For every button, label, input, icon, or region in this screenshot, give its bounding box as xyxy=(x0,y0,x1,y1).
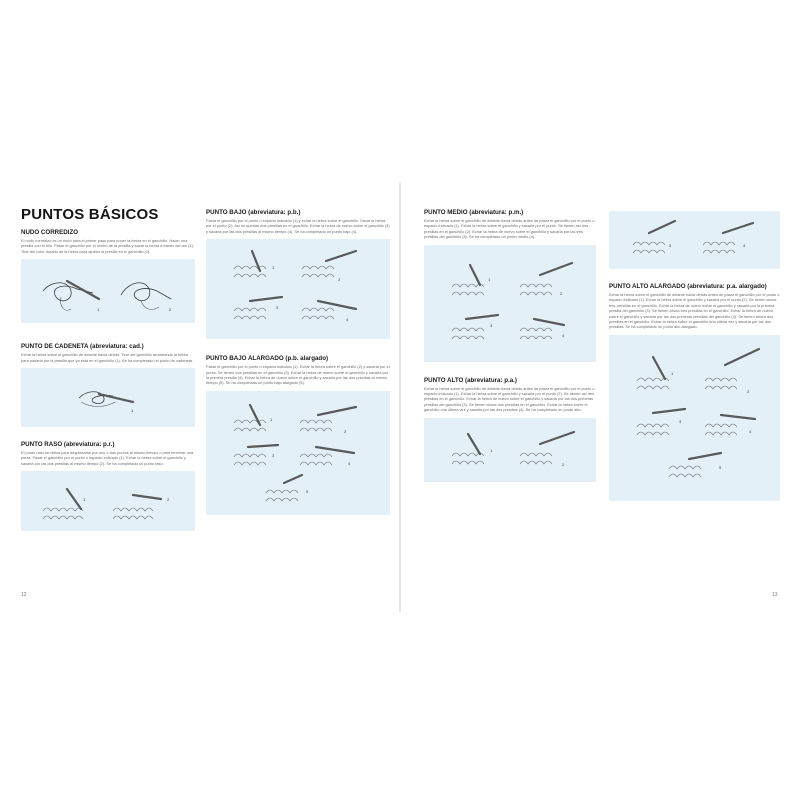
section-text: Echar la hebra sobre el ganchillo de delante hacia detrás antes de pasar el ganchillo por el punto o espacio indicado (1). Echar la hebra sobre el ganchillo y sacarla por el punto (2). Se tienen así tres presillas en el ganchillo. Echar la hebra de nuevo sobre el ganchillo y sacarla por las dos primeras presillas del ganchillo (3). Se tienen ahora dos presillas en el ganchillo. Echar la hebra sobre el ganchillo una última vez y sacarla por las dos presillas (4). Se ha completado un punto alto. xyxy=(424,385,595,413)
svg-text:1: 1 xyxy=(272,265,275,271)
right-column-2 xyxy=(609,211,780,501)
right-column-1 xyxy=(424,209,596,482)
illustration-panel-punto-bajo-alargado xyxy=(206,391,390,515)
svg-text:3: 3 xyxy=(669,243,672,248)
section-title: PUNTO ALTO (abreviatura: p.a.) xyxy=(424,376,517,384)
section-title: PUNTO RASO (abreviatura: p.r.) xyxy=(21,441,115,449)
section-title: PUNTO BAJO (abreviatura: p.b.) xyxy=(206,209,301,216)
svg-text:5: 5 xyxy=(719,464,722,470)
svg-text:1: 1 xyxy=(270,416,273,422)
page-number-right: 13 xyxy=(772,592,778,598)
section-punto-alto-alargado xyxy=(609,283,780,501)
section-title: PUNTO DE CADENETA (abreviatura: cad.) xyxy=(21,343,144,351)
illustration-panel-punto-alto xyxy=(424,418,596,482)
illustration-panel-punto-alto-alargado xyxy=(609,335,780,501)
section-text: Echar la hebra sobre el ganchillo de delante hacia detrás antes de pasar el ganchillo por el punto o espacio indicado (1). Echar la hebra sobre el ganchillo y sacarla por el punto (2). Se tienen ahora tres presillas en el ganchillo. Echar la hebra de nuevo sobre el ganchillo y sacarla por la primera presilla del ganchillo (3). Se tienen ahora tres presillas en el ganchillo. Echar la hebra de nuevo sobre el ganchillo y sacarla por las dos primeras presillas del ganchillo (4). Se tienen ahora dos presillas en el ganchillo. Echar la hebra sobre el ganchillo una última vez y sacarla por las dos presillas. Se ha completado un punto alto alargado. xyxy=(609,292,780,330)
illustration-panel-punto-medio xyxy=(424,245,596,362)
illustration-panel-punto-raso xyxy=(21,471,195,531)
svg-text:1: 1 xyxy=(83,497,86,503)
svg-text:1: 1 xyxy=(488,276,491,282)
section-title: PUNTO BAJO ALARGADO (p.b. alargado) xyxy=(206,355,329,363)
svg-text:4: 4 xyxy=(562,332,565,338)
svg-text:2: 2 xyxy=(167,497,170,503)
svg-text:3: 3 xyxy=(272,452,275,458)
stitch-row-1 xyxy=(43,489,86,519)
page-title: PUNTOS BÁSICOS xyxy=(21,206,159,223)
svg-text:3: 3 xyxy=(679,418,682,424)
illustration-panel-nudo-corredizo xyxy=(21,259,195,323)
extended-single-crochet-illustration xyxy=(206,391,390,515)
slip-knot-illustration xyxy=(21,259,195,323)
svg-text:2: 2 xyxy=(344,428,347,434)
chain-stitch-illustration xyxy=(21,368,195,427)
book-gutter xyxy=(399,182,401,612)
svg-text:4: 4 xyxy=(346,317,349,323)
svg-text:1: 1 xyxy=(490,447,493,453)
illustration-panel-punto-cadeneta xyxy=(21,368,195,427)
section-punto-raso xyxy=(21,441,195,531)
section-title: PUNTO ALTO ALARGADO (abreviatura: p.a. alargado) xyxy=(609,283,767,290)
half-double-crochet-illustration xyxy=(424,245,596,362)
svg-text:1: 1 xyxy=(97,307,100,313)
single-crochet-illustration xyxy=(206,239,390,339)
section-punto-cadeneta xyxy=(21,343,195,427)
section-text: Pasar el ganchillo por el punto o espacio indicado (1). Echar la hebra sobre el ganchillo (2) y sacarla por el punto. Se tienen dos presillas en el ganchillo (3). Echar la hebra de nuevo sobre el ganchillo y sacarla por la primera presilla (4). Echar la hebra de nuevo sobre el ganchillo y sacarla por las dos presillas al mismo tiempo (5). Se ha completado un punto bajo alargado (5). xyxy=(206,364,390,386)
section-title: PUNTO MEDIO (abreviatura: p.m.) xyxy=(424,209,524,216)
svg-text:1: 1 xyxy=(671,370,674,376)
svg-text:4: 4 xyxy=(743,243,746,248)
double-crochet-illustration xyxy=(424,418,596,482)
illustration-panel-punto-bajo xyxy=(206,239,390,339)
svg-text:2: 2 xyxy=(562,461,565,467)
double-crochet-steps-illustration xyxy=(609,211,780,269)
section-text: El punto raso se utiliza para desplazarse por uno o dos puntos al mismo tiempo o para terminar una pieza. Pasar el ganchillo por el punto o espacio indicado (1). Echar la hebra sobre el ganchillo y sacarla por las dos presillas al mismo tiempo (2). Se ha completado un punto raso. xyxy=(21,450,194,466)
section-text: Pasar el ganchillo por el punto o espacio indicado (1) y echar la hebra sobre el ganchillo. Sacar la hebra por el punto (2). Así se quedan dos presillas en el ganchillo. Echar la hebra de nuevo sobre el ganchillo (3) y sacarla por las dos presillas al mismo tiempo (4). Se ha completado un punto bajo (4). xyxy=(206,218,390,234)
illustration-panel-punto-alto-cont xyxy=(609,211,780,269)
section-title: NUDO CORREDIZO xyxy=(21,229,79,236)
section-text: Echar la hebra sobre el ganchillo de delante hacia detrás. Tirar del ganchillo arrastrando la hebra para pasarla por la presilla que ya está en el ganchillo (1). Se ha completado un punto de cadeneta. xyxy=(21,352,194,363)
svg-text:2: 2 xyxy=(169,307,172,313)
svg-text:2: 2 xyxy=(747,388,750,394)
extended-double-crochet-illustration xyxy=(609,335,780,501)
slip-stitch-illustration xyxy=(21,471,195,531)
svg-text:2: 2 xyxy=(560,290,563,296)
svg-text:4: 4 xyxy=(348,460,351,466)
stitch-row-2 xyxy=(113,495,170,519)
section-punto-bajo xyxy=(206,209,390,339)
svg-text:2: 2 xyxy=(338,277,341,283)
section-punto-medio xyxy=(424,209,596,362)
left-column xyxy=(21,206,195,531)
section-punto-bajo-alargado xyxy=(206,355,390,515)
svg-text:1: 1 xyxy=(131,408,134,414)
section-text: El nudo corredizo es un nudo para el primer paso para poner la hebra en el ganchillo. Hacer una presilla con el hilo. Pasar el ganchillo por el centro de la presilla y sacar la hebra a través del aro (1). Tirar del color dorado de la hebra para ajustar la presilla en el ganchillo (2). xyxy=(21,238,195,254)
svg-text:3: 3 xyxy=(490,322,493,328)
svg-text:4: 4 xyxy=(749,428,752,434)
svg-text:5: 5 xyxy=(306,488,309,494)
svg-text:3: 3 xyxy=(276,305,279,311)
section-nudo-corredizo xyxy=(21,229,195,323)
page-number-left: 12 xyxy=(21,592,27,598)
middle-column xyxy=(206,209,390,515)
section-text: Echar la hebra sobre el ganchillo de delante hacia detrás antes de pasar el ganchillo por el punto o espacio indicado (1). Echar la hebra sobre el ganchillo y sacarla por el punto. Se tienen así tres presillas en el ganchillo (2). Echar la hebra de nuevo sobre el ganchillo y sacarla por las tres presillas del ganchillo (3). Se ha completado un punto medio (4). xyxy=(424,218,595,240)
section-punto-alto xyxy=(424,377,596,482)
